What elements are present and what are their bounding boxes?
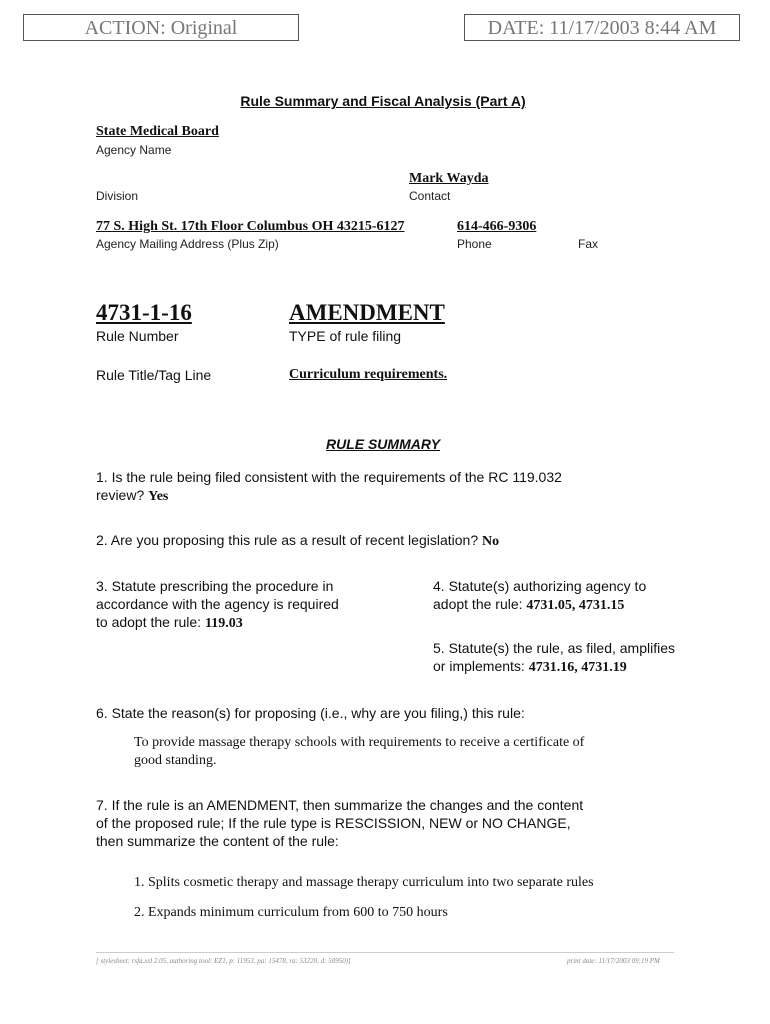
- question-3-line-3-text: to adopt the rule:: [96, 614, 202, 630]
- question-6-answer-line-2: good standing.: [134, 753, 217, 768]
- question-4-line-2: [433, 595, 646, 615]
- question-7-item-2: 2. Expands minimum curriculum from 600 to 750 hours: [134, 905, 448, 920]
- contact-label: Contact: [409, 189, 451, 203]
- question-1-answer: Yes: [148, 489, 169, 504]
- question-5-line-2: [433, 657, 675, 677]
- question-3-line-2: accordance with the agency is required: [96, 596, 339, 612]
- rule-title-label: Rule Title/Tag Line: [96, 367, 212, 383]
- question-7-line-1: 7. If the rule is an AMENDMENT, then summarize the changes and the content: [96, 797, 584, 813]
- footer-divider: [96, 952, 674, 953]
- phone-value: 614-466-9306: [457, 219, 537, 234]
- phone-label: Phone: [457, 237, 492, 251]
- question-2-answer: No: [482, 534, 500, 549]
- footer-stylesheet-info: [ stylesheet: rsfa.xsl 2.05, authoring tool: EZ1, p: 11953, pa: 15478, ra: 53220, d: 50950)]: [96, 957, 351, 965]
- division-label: Division: [96, 189, 139, 203]
- action-box: [23, 14, 299, 41]
- address-label: Agency Mailing Address (Plus Zip): [96, 237, 279, 251]
- question-6-answer: [134, 734, 584, 770]
- question-1-line-1: 1. Is the rule being filed consistent with the requirements of the RC 119.032: [96, 469, 562, 485]
- question-4-line-1: 4. Statute(s) authorizing agency to: [433, 578, 647, 594]
- rule-number-label: Rule Number: [96, 328, 179, 344]
- question-4: [433, 577, 646, 615]
- question-3-answer: 119.03: [204, 616, 243, 631]
- date-box: [464, 14, 740, 41]
- question-1: [96, 468, 562, 506]
- question-5-line-2-text: or implements:: [433, 658, 525, 674]
- question-2-text: 2. Are you proposing this rule as a result of recent legislation?: [96, 532, 479, 548]
- rule-type-value: AMENDMENT: [289, 300, 445, 325]
- question-6-answer-line-1: To provide massage therapy schools with requirements to receive a certificate of: [134, 735, 585, 750]
- rule-number-value: 4731-1-16: [96, 300, 192, 325]
- question-7-line-2: of the proposed rule; If the rule type is RESCISSION, NEW or NO CHANGE,: [96, 815, 571, 831]
- question-1-line-2: [96, 486, 562, 506]
- question-7-item-1: 1. Splits cosmetic therapy and massage therapy curriculum into two separate rules: [134, 875, 594, 890]
- contact-value: Mark Wayda: [409, 171, 489, 186]
- question-4-line-2-text: adopt the rule:: [433, 596, 523, 612]
- question-5-answer: 4731.16, 4731.19: [528, 660, 627, 675]
- question-6: 6. State the reason(s) for proposing (i.e., why are you filing,) this rule:: [96, 705, 525, 721]
- rule-title-value: Curriculum requirements.: [289, 367, 448, 382]
- action-text: ACTION: Original: [84, 17, 238, 39]
- question-1-line-2-text: review?: [96, 487, 145, 503]
- footer-print-date: print date: 11/17/2003 09:19 PM: [567, 957, 660, 965]
- fax-label: Fax: [578, 237, 599, 251]
- question-2: [96, 531, 499, 551]
- agency-name-value: State Medical Board: [96, 124, 219, 139]
- question-5: [433, 639, 675, 677]
- question-4-answer: 4731.05, 4731.15: [526, 598, 625, 613]
- address-value: 77 S. High St. 17th Floor Columbus OH 43215-6127: [96, 219, 405, 234]
- question-3-line-3: [96, 613, 339, 633]
- rule-type-label: TYPE of rule filing: [289, 328, 402, 344]
- question-7-line-3: then summarize the content of the rule:: [96, 833, 339, 849]
- rule-summary-heading: RULE SUMMARY: [325, 436, 441, 452]
- question-3-line-1: 3. Statute prescribing the procedure in: [96, 578, 334, 594]
- question-7: [96, 796, 583, 850]
- page-title: Rule Summary and Fiscal Analysis (Part A): [240, 93, 526, 109]
- question-3: [96, 577, 339, 633]
- date-text: DATE: 11/17/2003 8:44 AM: [487, 17, 717, 39]
- agency-name-label: Agency Name: [96, 143, 172, 157]
- question-5-line-1: 5. Statute(s) the rule, as filed, amplifies: [433, 640, 675, 656]
